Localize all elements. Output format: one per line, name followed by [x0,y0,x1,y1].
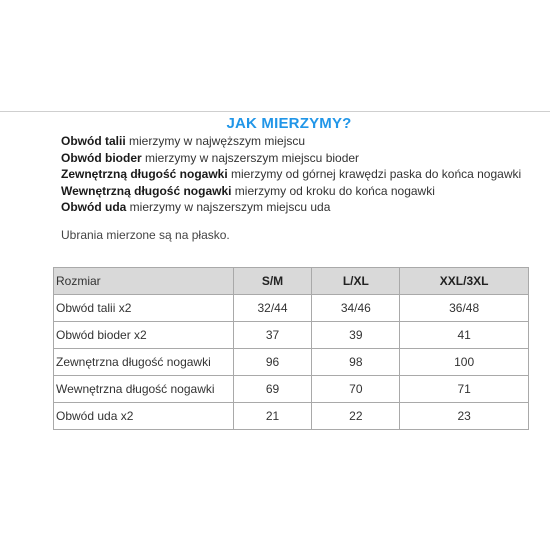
instruction-term: Obwód talii [61,134,126,148]
instruction-line [61,199,550,216]
table-row [54,322,529,349]
column-header: S/M [233,268,312,295]
instruction-line [61,183,550,200]
table-cell: 39 [312,322,400,349]
table-cell: 22 [312,403,400,430]
row-label: Zewnętrzna długość nogawki [54,349,234,376]
size-table [53,267,529,430]
table-cell: 23 [400,403,529,430]
instruction-line [61,133,550,150]
column-header: XXL/3XL [400,268,529,295]
table-cell: 32/44 [233,295,312,322]
instruction-line [61,166,550,183]
table-cell: 41 [400,322,529,349]
measurement-instructions [61,133,550,216]
instruction-text: mierzymy od górnej krawędzi paska do końca nogawki [227,167,522,182]
table-cell: 69 [233,376,312,403]
table-row [54,376,529,403]
table-cell: 100 [400,349,529,376]
table-cell: 70 [312,376,400,403]
instruction-line [61,150,550,167]
table-row [54,349,529,376]
table-row [54,295,529,322]
column-header: L/XL [312,268,400,295]
instruction-text: mierzymy w najszerszym miejscu bioder [141,150,360,165]
table-cell: 98 [312,349,400,376]
instruction-text: mierzymy w najszerszym miejscu uda [126,200,331,215]
instruction-term: Wewnętrzną długość nogawki [61,183,232,198]
row-label: Obwód bioder x2 [54,322,234,349]
table-cell: 36/48 [400,295,529,322]
table-cell: 21 [233,403,312,430]
instruction-text: mierzymy w najwęższym miejscu [125,134,306,148]
table-cell: 34/46 [312,295,400,322]
table-cell: 37 [233,322,312,349]
flat-measurement-note: Ubrania mierzone są na płasko. [61,228,230,242]
table-cell: 71 [400,376,529,403]
instruction-term: Obwód bioder [61,150,142,165]
instruction-term: Zewnętrzną długość nogawki [61,167,228,182]
table-header-row [54,268,529,295]
row-label: Obwód uda x2 [54,403,234,430]
table-cell: 96 [233,349,312,376]
column-header: Rozmiar [54,268,234,295]
row-label: Wewnętrzna długość nogawki [54,376,234,403]
page-title: JAK MIERZYMY? [226,115,352,132]
top-divider [0,111,550,112]
instruction-term: Obwód uda [61,200,127,215]
row-label: Obwód talii x2 [54,295,234,322]
instruction-text: mierzymy od kroku do końca nogawki [231,183,435,198]
table-row [54,403,529,430]
